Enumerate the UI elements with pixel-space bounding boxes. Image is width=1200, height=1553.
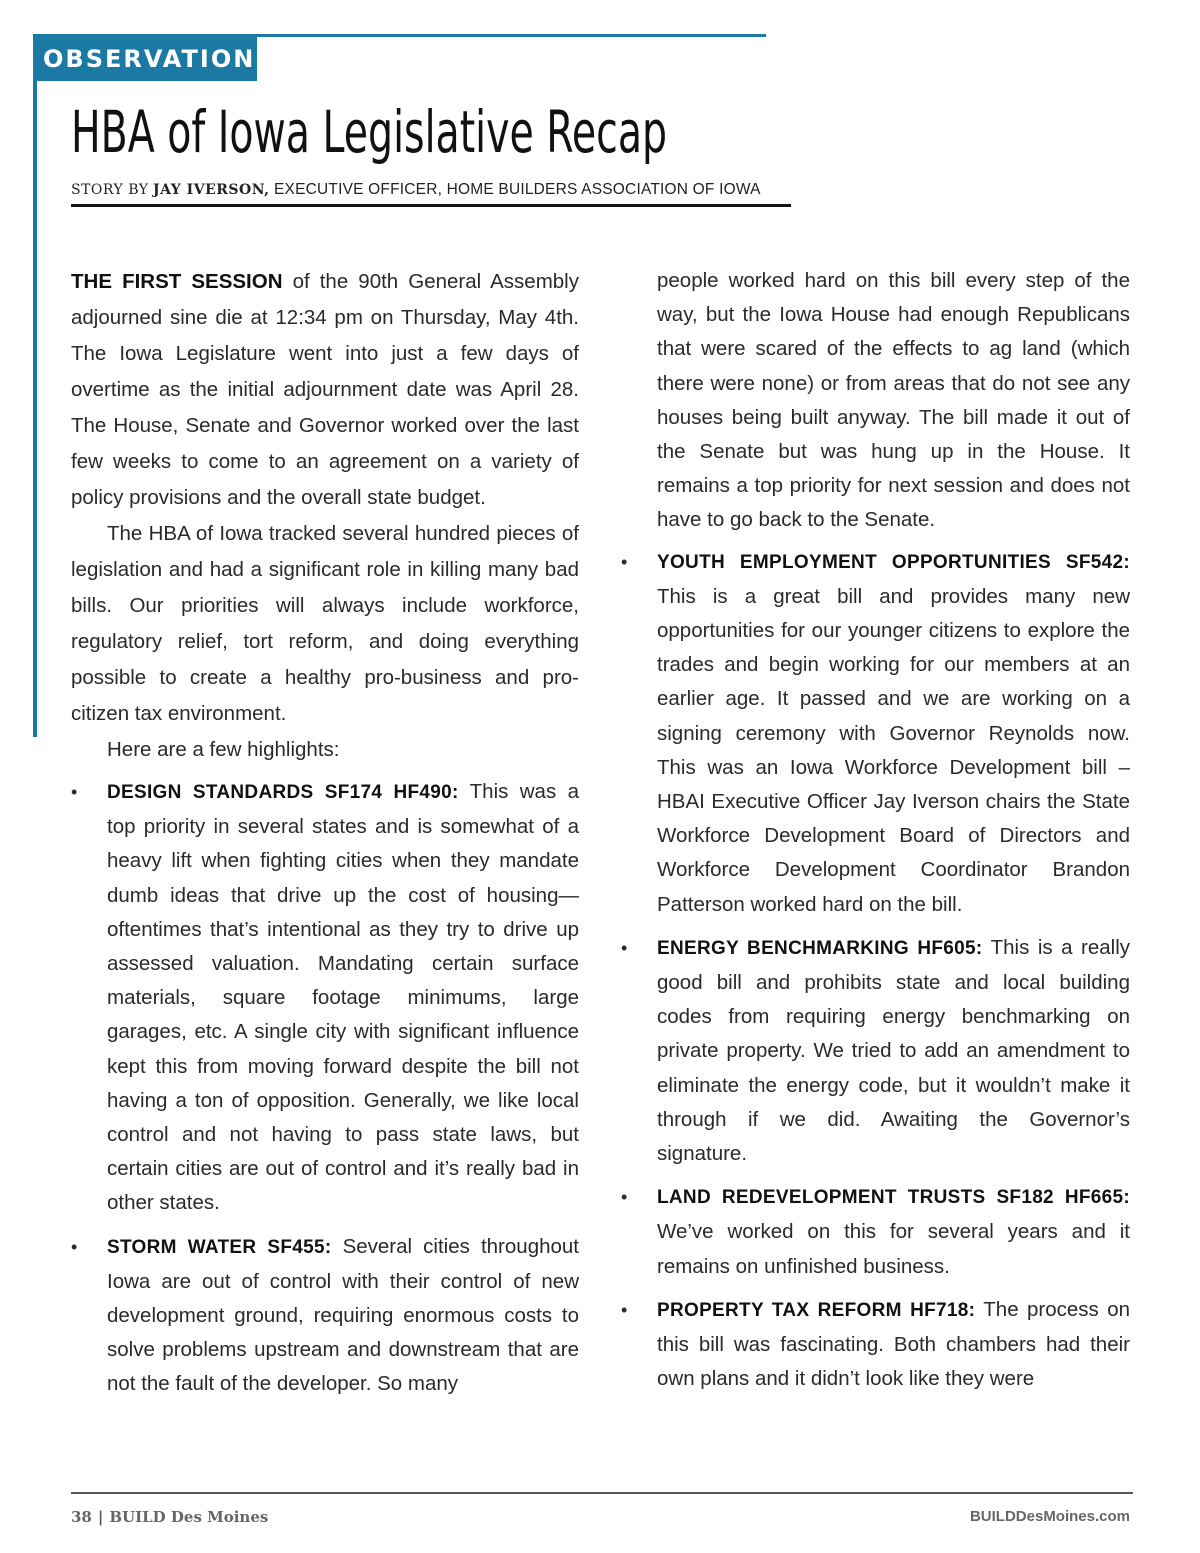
byline-author: JAY IVERSON, bbox=[153, 182, 270, 198]
bullet-icon: • bbox=[71, 1236, 78, 1257]
list-item bbox=[621, 1180, 1130, 1284]
highlights-list-right bbox=[621, 545, 1130, 1397]
bullet-icon: • bbox=[621, 1187, 628, 1208]
item-label: LAND REDEVELOPMENT TRUSTS SF182 HF665: bbox=[657, 1187, 1130, 1209]
item-text: The process on this bill was fascinating. Both chambers had their own plans and it didn’t look like they were bbox=[657, 1297, 1130, 1391]
list-item bbox=[621, 1293, 1130, 1397]
footer-separator: | bbox=[97, 1508, 104, 1526]
footer-rule bbox=[71, 1492, 1133, 1494]
item-label: STORM WATER SF455: bbox=[107, 1236, 332, 1258]
highlights-list-left bbox=[71, 775, 579, 1402]
item-text: This is a great bill and provides many new opportunities for our younger citizens to explore the trades and begin working for our members at an earlier age. It passed and we are working on a signing ceremony with Governor Reynolds now. This was an Iowa Workforce Development bill – HBAI Executive Officer Jay Iverson chairs the State Workforce Development Board of Directors and Workforce Development Coordinator Brandon Patterson worked hard on the bill. bbox=[657, 584, 1130, 916]
item-label: YOUTH EMPLOYMENT OPPORTUNITIES SF542: bbox=[657, 551, 1130, 573]
left-column bbox=[71, 264, 579, 1411]
list-item bbox=[71, 775, 579, 1221]
item-label: DESIGN STANDARDS SF174 HF490: bbox=[107, 782, 459, 803]
list-item bbox=[71, 1230, 579, 1402]
item-text: We’ve worked on this for several years and it remains on unfinished business. bbox=[657, 1220, 1130, 1278]
bullet-icon: • bbox=[621, 1299, 628, 1320]
bullet-icon: • bbox=[71, 782, 78, 802]
byline-label: STORY BY bbox=[71, 182, 149, 198]
list-item bbox=[621, 931, 1130, 1171]
item-text: This is a really good bill and prohibits state and local building codes from requiring energy benchmarking on private property. We tried to add an amendment to eliminate the energy code, but it wouldn’t make it through if we did. Awaiting the Governor’s signature. bbox=[657, 935, 1130, 1166]
bullet-icon: • bbox=[621, 551, 628, 572]
article-title: HBA of Iowa Legislative Recap bbox=[71, 98, 668, 166]
list-item bbox=[621, 545, 1130, 922]
publication-name: BUILD Des Moines bbox=[109, 1508, 269, 1526]
paragraph-highlights-intro: Here are a few highlights: bbox=[107, 738, 340, 761]
website-url: BUILDDesMoines.com bbox=[969, 1508, 1130, 1525]
paragraph-intro-text: of the 90th General Assembly adjourned sine die at 12:34 pm on Thursday, May 4th. The Iowa Legislature went into just a few days of overtime as the initial adjournment date was April 28. The House, Senate and Governor worked over the last few weeks to come to an agreement on a variety of policy provisions and the overall state budget. bbox=[71, 270, 579, 509]
paragraph-priorities: The HBA of Iowa tracked several hundred pieces of legislation and had a significant role in killing many bad bills. Our priorities will always include workforce, regulatory relief, tort reform, and doing everything possible to create a healthy pro-business and pro-citizen tax environment. bbox=[71, 522, 579, 725]
page-number: 38 bbox=[71, 1508, 92, 1526]
paragraph-intro bbox=[71, 264, 579, 516]
left-accent-bar bbox=[33, 35, 37, 737]
footer-left bbox=[71, 1508, 268, 1526]
section-tag: OBSERVATIONS bbox=[33, 37, 257, 81]
item-text: This was a top priority in several states and is somewhat of a heavy lift when fighting cities when they mandate dumb ideas that drive up the cost of housing—oftentimes that’s intentional as they try to drive up assessed valuation. Mandating certain surface materials, square footage minimums, large garages, etc. A single city with significant influence kept this from moving forward despite the bill not having a ton of opposition. Generally, we like local control and not having to pass state laws, but certain cities are out of control and it’s really bad in other states. bbox=[107, 780, 579, 1215]
item-label: PROPERTY TAX REFORM HF718: bbox=[657, 1299, 976, 1321]
bullet-icon: • bbox=[621, 937, 628, 958]
paragraph-continuation: people worked hard on this bill every step of the way, but the Iowa House had enough Republicans that were scared of the effects to ag land (which there were none) or from areas that do not see any houses being built anyway. The bill made it out of the Senate but was hung up in the House. It remains a top priority for next session and does not have to go back to the Senate. bbox=[657, 269, 1130, 532]
item-label: ENERGY BENCHMARKING HF605: bbox=[657, 937, 983, 959]
right-column bbox=[621, 264, 1130, 1406]
byline-role: EXECUTIVE OFFICER, HOME BUILDERS ASSOCIATION OF IOWA bbox=[274, 181, 761, 198]
byline bbox=[71, 179, 791, 207]
lead-in: THE FIRST SESSION bbox=[71, 270, 283, 293]
item-text: Several cities throughout Iowa are out of control with their control of new development ground, requiring enormous costs to solve problems upstream and downstream that are not the fault of the developer. So many bbox=[107, 1234, 579, 1396]
